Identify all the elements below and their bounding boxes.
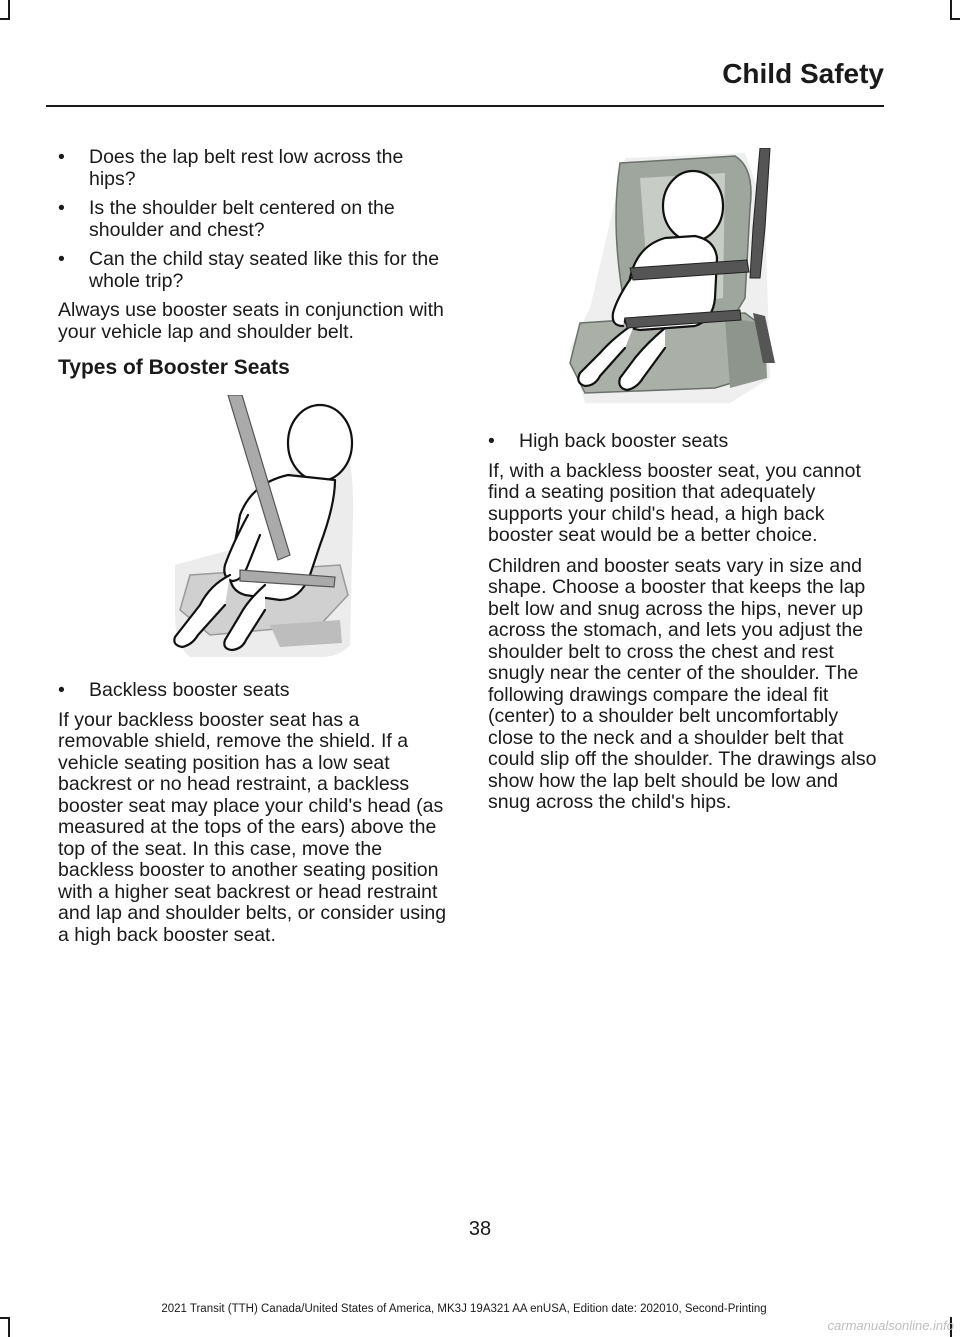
body-paragraph: If, with a backless booster seat, you cannot find a seating position that adequately supports your child's head, a high back booster seat would be a better choice. bbox=[488, 459, 861, 546]
crop-mark bbox=[8, 0, 10, 20]
list-item-text: Is the shoulder belt centered on the shoulder and chest? bbox=[89, 197, 395, 241]
section-heading: Types of Booster Seats bbox=[58, 356, 290, 379]
list-item-text: Does the lap belt rest low across the hips? bbox=[89, 146, 404, 190]
body-paragraph: If your backless booster seat has a removable shield, remove the shield. If a vehicle seating position has a low seat backrest or no head restraint, a backless booster seat may place your child's head (as measured at the tops of the ears) above the top of the seat. In this case, move the backless booster to another seating position with a higher seat backrest or head restraint and lap and shoulder belts, or consider using a high back booster seat. bbox=[58, 708, 447, 946]
crop-mark bbox=[950, 0, 952, 20]
intro-paragraph: Always use booster seats in conjunction with your vehicle lap and shoulder belt. bbox=[58, 299, 444, 343]
list-item-text: Can the child stay seated like this for the whole trip? bbox=[89, 248, 440, 292]
bullet-dot: • bbox=[58, 197, 65, 219]
watermark: carmanualsonline.info bbox=[827, 1318, 954, 1333]
left-column bbox=[58, 147, 450, 379]
page-number: 38 bbox=[468, 1218, 492, 1240]
body-paragraph: Children and booster seats vary in size and shape. Choose a booster that keeps the lap belt low and snug across the hips, never up across the stomach, and lets you adjust the shoulder belt to cross the chest and rest snugly near the center of the shoulder. The following drawings compare the ideal fit (center) to a shoulder belt uncomfortably close to the neck and a shoulder belt that could slip off the shoulder. The drawings also show how the lap belt should be low and snug across the child's hips. bbox=[488, 554, 877, 813]
footer-text: 2021 Transit (TTH) Canada/United States of America, MK3J 19A321 AA enUSA, Edition date: 202010, Second-Printing bbox=[161, 1303, 767, 1315]
crop-mark bbox=[0, 18, 10, 20]
backless-booster-illustration bbox=[170, 395, 360, 665]
figure-caption bbox=[58, 680, 450, 702]
bullet-dot: • bbox=[58, 248, 65, 270]
page-title: Child Safety bbox=[722, 58, 884, 89]
list-item bbox=[58, 147, 450, 190]
figure-caption-text: Backless booster seats bbox=[89, 679, 290, 701]
crop-mark bbox=[950, 18, 960, 20]
high-back-booster-illustration bbox=[565, 148, 780, 413]
bullet-dot: • bbox=[58, 679, 65, 701]
list-item bbox=[58, 198, 450, 241]
bullet-dot: • bbox=[58, 146, 65, 168]
right-column bbox=[488, 431, 882, 823]
left-column-lower bbox=[58, 680, 450, 955]
list-item bbox=[58, 249, 450, 292]
figure-caption bbox=[488, 431, 882, 453]
figure-caption-text: High back booster seats bbox=[519, 430, 729, 452]
bullet-dot: • bbox=[488, 430, 495, 452]
header-divider bbox=[46, 105, 884, 107]
